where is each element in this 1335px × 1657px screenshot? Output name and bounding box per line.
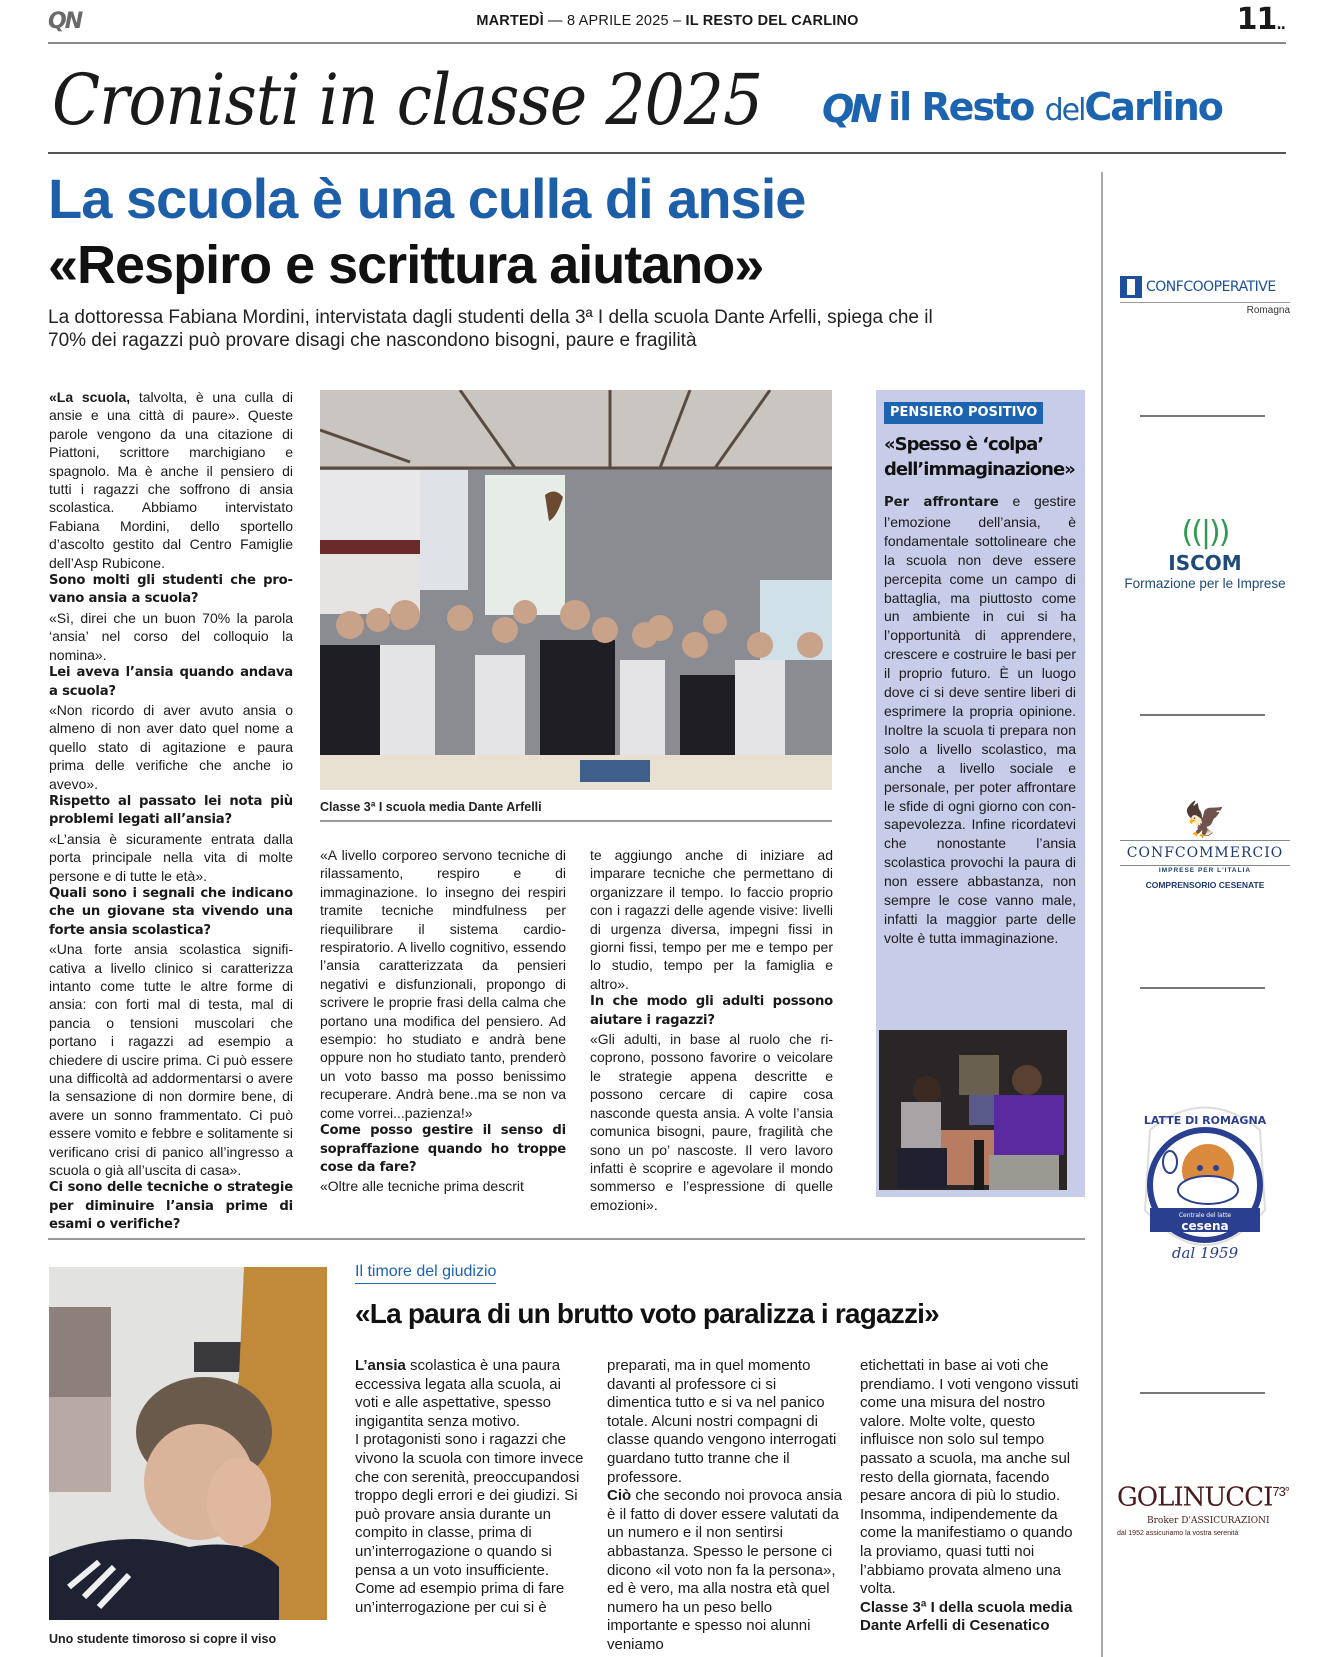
dateline: MARTEDÌ — 8 APRILE 2025 – IL RESTO DEL CARLINO <box>476 13 859 29</box>
article-lead: «La scuola, talvolta, è una culla di ansie e una città di paure». Queste parole vengono da una citazione di Piattoni, scrittore marchigiano e spagnolo. Ma è anche il pensiero di tutti i ragazzi che soffrono di ansia scolastica. Abbiamo intervistato Fabiana Mordini, dello sportello d’ascolto gestito dal Centro Famiglie dell’Asp Rubicone. <box>49 389 293 571</box>
sponsor-confcooperative: CONFCOOPERATIVE Romagna <box>1120 276 1290 316</box>
dateline-day: MARTEDÌ <box>476 13 544 29</box>
interview-question: Come posso gestire il senso di sopraffazione quando ho troppe cose da fare? <box>320 1123 566 1175</box>
interview-answer: «Non ricordo di aver avuto ansia o almeno di non aver dato quel nome a quello stato di agitazione e paura prima delle verifiche che anche io avevo». <box>49 701 293 792</box>
interview-answer: «A livello corporeo servono tecniche di rilassamento, respiro e di immaginazione. Io insegno dei respiri tramite tecniche mindfulness per riequilibrare il sistema cardiorespiratorio. A livello cognitivo, essendo l’ansia caratterizzata da pensieri negativi e disfunzionali, propongo di scrivere le proprie frasi della calma che portano una modifica del pensiero. Ad esempio: ho studiato e andrà bene oppure non ho studiato tanto, prenderò un voto basso ma posso benissimo recuperare. Andrà bene..ma se non va come vorrei...pazienza!» <box>320 847 566 1121</box>
sidebar-flow <box>884 402 1077 948</box>
class-photo-illustration <box>320 390 832 790</box>
eagle-icon: 🦅 <box>1183 801 1227 839</box>
dateline-date: 8 APRILE 2025 <box>566 13 669 29</box>
sponsor-latte-cesena <box>1130 1090 1280 1270</box>
interview-answer: te aggiungo anche di iniziare ad imparare tecniche che permettano di organizzare il tempo. Io faccio proprio con i ragazzi delle agende visive: livelli di urgenza diversa, impegni fissi in giorni fissi, tempo per me e tempo per lo studio, tempo per la famiglia e altro». <box>590 847 833 992</box>
latte-banner-small: Centrale del latte <box>1178 1212 1232 1219</box>
second-article-headline: «La paura di un brutto voto paralizza i ragazzi» <box>355 1298 939 1329</box>
section-rule <box>48 1238 1085 1240</box>
study-photo-illustration <box>879 1030 1067 1190</box>
latte-banner: cesena <box>1181 1219 1229 1233</box>
sponsor-rule <box>1140 714 1265 716</box>
second-article-column-2: preparati, ma in quel momento davanti al professore ci si dimentica tutto e si va nel panico totale. Alcuni nostri compagni di classe quando vengono interrogati guardano tutto tranne che il professore. Ciò che secondo noi provoca ansia è il fatto di dover essere valutati da un numero e il non sentirsi abbastanza. Spesso le persone ci dicono «il voto non fa la persona», ed è vero, ma alla nostra età quel numero ha un peso bello importante e spesso noi alunni veniamo <box>607 1357 843 1653</box>
latte-arc-text: LATTE DI ROMAGNA <box>1143 1114 1267 1127</box>
interview-question: Ci sono delle tecniche o strategie per diminuire l’ansia prime di esami o verifiche? <box>49 1180 293 1233</box>
sponsor-iscom: ((|)) ISCOM Formazione per le Imprese <box>1120 515 1290 593</box>
sponsor-rule <box>1140 415 1265 417</box>
sponsor-divider <box>1101 172 1103 1657</box>
interview-question: Quali sono i segnali che indicano che un giovane sta vivendo una forte ansia scolastica? <box>49 885 293 938</box>
student-photo <box>49 1267 327 1620</box>
sponsor-golinucci: $GOLINUCCI^{73^\circ}$ Broker D'ASSICURAZIONI dal 1952 assicuriamo la vostra serenità <box>1117 1482 1290 1537</box>
interview-question: Sono molti gli studenti che provano ansia a scuola? <box>49 573 293 607</box>
class-photo-caption: Classe 3ª I scuola media Dante Arfelli <box>320 800 542 814</box>
sidebar-title: «Spesso è ‘colpa’ dell’immaginazione» <box>884 434 1075 480</box>
article-column-3 <box>590 846 833 1214</box>
interview-answer: «Gli adulti, in base al ruolo che ricoprono, possono favorire o veicolare le strategie appena descritte e possono cercare di capire cosa nasconde questa ansia. A volte l’ansia comunica bisogni, paure, fragilità che sono un po’ nascoste. Il vero lavoro infatti è scoprire e agevolare il mondo sommerso e l’espressione di quelle emozioni». <box>590 1031 833 1213</box>
interview-question: In che modo gli adulti possono aiutare i ragazzi? <box>590 994 833 1028</box>
masthead-rule <box>48 152 1286 154</box>
sidebar-text: Per affrontare e gestire l’emozione dell’ansia, è fondamentale sottolineare che la scuola non deve essere percepita come un campo di battaglia, ma piuttosto come un ambiente in cui si ha l’opportunità di apprendere, crescere e costruire le basi per il proprio futuro. È un luogo dove ci si deve sentire liberi di esprimere la propria opinione. Inoltre la scuola ti prepara non solo a livello scolastico, ma anche a livello sociale e personale, per poter affrontare le sfide di ogni giorno con consapevolezza. Infine ricordatevi che nonostante l’ansia scolastica provochi la paura di non essere abbastanza, non sempre le cose vanno male, infatti la maggior parte delle volte è tutta immaginazione. <box>884 493 1076 946</box>
interview-answer: «Sì, direi che un buon 70% la parola ‘ansia’ nel corso del colloquio la nomina». <box>49 609 293 663</box>
subheadline: La dottoressa Fabiana Mordini, intervistata dagli studenti della 3ª I della scuola Dante Arfelli, spiega che il 70% dei ragazzi può provare disagi che nascondono bisogni, paure e fragilità <box>48 307 933 351</box>
caption-rule <box>320 820 832 822</box>
class-photo <box>320 390 832 790</box>
student-photo-caption: Uno studente timoroso si copre il viso <box>49 1632 277 1646</box>
second-article-column-3: etichettati in base ai voti che prendiamo. I voti vengono vissuti come una misura del nostro valore. Molte volte, questo influisce non solo sul tempo passato a scuola, ma anche sul resto della giornata, facendo pesare ancora di più lo studio. Insomma, indipendemente da come la manifestiamo o quando la proviamo, quasi tutti noi l’abbiamo provata almeno una volta. Classe 3ª I della scuola media Dante Arfelli di Cesenatico <box>860 1357 1079 1635</box>
sidebar-tag: PENSIERO POSITIVO <box>884 402 1043 424</box>
students-study-photo <box>879 1030 1067 1190</box>
latte-since: dal 1959 <box>1171 1244 1239 1262</box>
brand-logo <box>822 84 1222 134</box>
sponsor-confcommercio: 🦅 CONFCOMMERCIO IMPRESE PER L'ITALIA COMPRENSORIO CESENATE <box>1120 800 1290 891</box>
dateline-publication: IL RESTO DEL CARLINO <box>685 13 859 29</box>
sidebar-box <box>876 390 1085 1197</box>
second-article-column-1: L’ansia scolastica è una paura eccessiva legata alla scuola, ai voti e alle aspettative, spesso ingigantita senza motivo. I protagonisti sono i ragazzi che vivono la scuola con timore invece che con serenità, preoccupandosi troppo degli errori e dei giudizi. Si può provare ansia durante un compito in classe, prima di un’interrogazione o quando si pensa a un voto insufficiente. Come ad esempio prima di fare un’interrogazione per cui si è <box>355 1357 584 1616</box>
brand-qn: QN <box>822 87 879 131</box>
sponsor-rule <box>1140 1392 1265 1394</box>
headline-quote: «Respiro e scrittura aiutano» <box>48 235 764 295</box>
sponsor-rule <box>1140 987 1265 989</box>
top-rule <box>48 42 1286 44</box>
article-signature: Classe 3ª I della scuola media Dante Arfelli di Cesenatico <box>860 1598 1073 1635</box>
interview-question: Lei aveva l’ansia quando andava a scuola? <box>49 665 293 699</box>
article-column-2 <box>320 846 566 1196</box>
interview-answer: «Oltre alle tecniche prima descrit <box>320 1178 524 1195</box>
article-column-1 <box>49 388 293 1235</box>
qn-logo-small: QN <box>48 9 82 34</box>
headline-primary: La scuola è una culla di ansie <box>48 167 806 230</box>
student-photo-illustration <box>49 1267 327 1620</box>
latte-logo-badge <box>1130 1090 1280 1270</box>
confcooperative-mark-icon <box>1120 276 1142 298</box>
brand-name: il Resto delCarlino <box>888 85 1222 129</box>
interview-answer: «L’ansia è sicuramente entrata dalla porta principale nella vita di molte persone e di tutte le età». <box>49 830 293 884</box>
interview-answer: «Una forte ansia scolastica significativa a livello clinico si caratterizza intanto come tutte le altre forme di ansia: con forti mal di testa, mal di pancia o tensioni muscolari che portano i ragazzi ad esempio a chiedere di uscire prima. Ci può essere una difficoltà ad addormentarsi o avere la sensazione di non dormire bene, di avere un sonno frammentato. Ci può essere vomito e febbre e solitamente si verificano crisi di panico all’ingresso a scuola o già all’uscita di casa». <box>49 941 293 1179</box>
iscom-mark-icon: ((|)) <box>1181 515 1229 550</box>
interview-question: Rispetto al passato lei nota più problemi legati all’ansia? <box>49 793 293 828</box>
second-article-label: Il timore del giudizio <box>355 1262 496 1284</box>
page-number: 11.. <box>1236 2 1285 37</box>
section-kicker: Cronisti in classe 2025 <box>52 59 763 141</box>
